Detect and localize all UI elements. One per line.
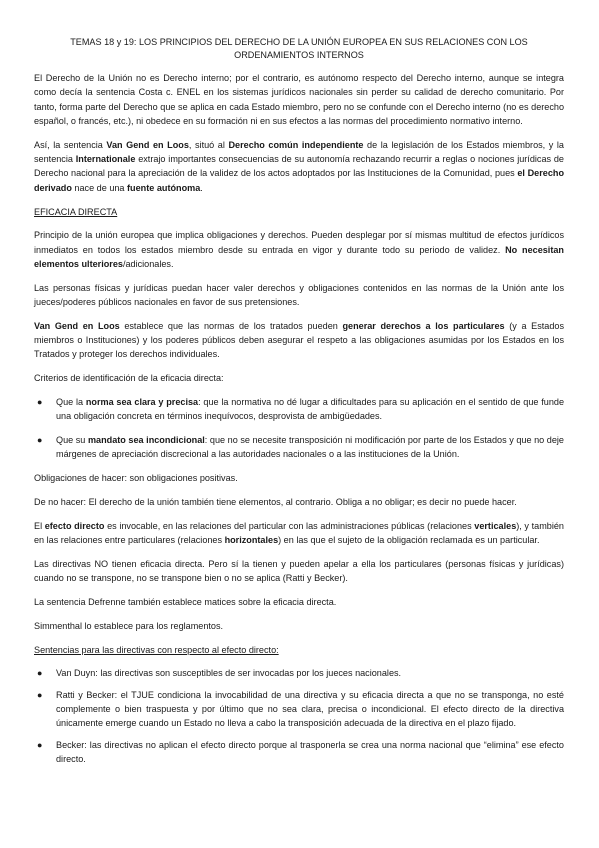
list-item xyxy=(34,433,564,462)
direct-effect-paragraph xyxy=(34,519,564,548)
directives-paragraph: Las directivas NO tienen eficacia directa. Pero sí la tienen y pueden apelar a ella los particulares (personas físicas y jurídicas) cuando no se transpone, no se transpone bien o no se aplica (Ratti y Becker). xyxy=(34,558,564,584)
list-item xyxy=(34,395,564,424)
list-item-text: Van Duyn: las directivas son susceptibles de ser invocadas por los jueces nacionales. xyxy=(56,668,402,679)
list-item-text: Becker: las directivas no aplican el efecto directo porque al trasponerla se crea una norma nacional que “elimina” ese efecto directo. xyxy=(56,739,564,764)
list-item xyxy=(34,738,564,767)
van-gend-rights-paragraph xyxy=(34,319,564,362)
bold-run: norma sea clara y precisa xyxy=(85,397,199,408)
van-gend-paragraph xyxy=(34,138,564,195)
list-item xyxy=(34,688,564,731)
bullet-icon: ● xyxy=(37,739,43,750)
text-run: Que la xyxy=(56,397,86,408)
text-run: Que su xyxy=(56,435,88,446)
text-run: : que no se necesite transposición ni modificación por parte de los Estados y que no deje márgenes de apreciación discrecional a las autoridades nacionales o a las instituciones de la Unión. xyxy=(56,435,564,460)
bold-run: Internationale xyxy=(75,154,136,165)
bold-run: el Derecho derivado xyxy=(34,168,564,193)
defrenne-paragraph: La sentencia Defrenne también establece matices sobre la eficacia directa. xyxy=(34,597,337,607)
bullet-icon: ● xyxy=(37,668,43,679)
text-run: nace de una xyxy=(71,182,128,193)
bold-run: Van Gend en Loos xyxy=(106,139,189,150)
text-run: El xyxy=(34,520,45,531)
text-run: . xyxy=(200,182,203,193)
text-run: : que la normativa no dé lugar a dificultades para su aplicación en el sentido de que funde una obligación concreta en términos inequívocos, desprovista de ambigüedades. xyxy=(56,397,565,422)
text-run: de la legislación de los Estados miembros, y la sentencia xyxy=(34,139,564,165)
section-heading-eficacia: EFICACIA DIRECTA xyxy=(34,206,118,217)
obligations-not-do-paragraph: De no hacer: El derecho de la unión también tiene elementos, al contrario. Obliga a no obligar; es decir no puede hacer. xyxy=(34,497,517,508)
bold-run: mandato sea incondicional xyxy=(87,435,205,446)
bullet-icon: ● xyxy=(37,689,43,700)
principle-paragraph xyxy=(34,228,564,271)
simmenthal-paragraph: Simmenthal lo establece para los reglamentos. xyxy=(34,620,224,631)
text-run: ) en las que el sujeto de la obligación reclamada es un particular. xyxy=(278,535,540,546)
intro-paragraph: El Derecho de la Unión no es Derecho interno; por el contrario, es autónomo respecto del Derecho interno, aunque se integra como decía la sentencia Costa c. ENEL en los sistemas jurídicos nacionales sin perder su calidad de derecho comunitario. Por tanto, forma parte del Derecho que se aplica en cada Estado miembro, pero no se confunde con el Derecho interno (no es derecho español, o francés, etc.), ni obedece en su formación ni en sus efectos a las normas del procedimiento normativo interno. xyxy=(34,73,564,127)
text-run: Así, la sentencia xyxy=(34,139,107,150)
bullet-icon: ● xyxy=(37,435,43,446)
bold-run: generar derechos a los particulares xyxy=(342,320,505,331)
sentencias-list xyxy=(34,666,564,766)
text-run: es invocable, en las relaciones del particular con las administraciones públicas (relaciones xyxy=(104,520,475,531)
text-run: (y a Estados miembros o Instituciones) y los poderes públicos deben asegurar el respeto a las obligaciones asumidas por los Estados en los Tratados y proteger los derechos individuales. xyxy=(34,320,565,360)
text-run: extrajo importantes consecuencias de su autonomía rechazando recurrir a reglas o nociones jurídicas de Derecho nacional para la apreciación de la validez de los actos adoptados por las Instituciones de la Comunidad, pues xyxy=(34,154,564,179)
bold-run: horizontales xyxy=(224,535,279,546)
bold-run: verticales xyxy=(474,520,517,531)
text-run: Principio de la unión europea que implica obligaciones y derechos. Pueden desplegar por sí mismas multitud de efectos jurídicos inmediatos en todos los estados miembro desde su entrada en vigor y durante todo su periodo de validez. xyxy=(34,230,564,255)
text-run: ), y también en las relaciones entre particulares (relaciones xyxy=(34,520,564,546)
bold-run: Van Gend en Loos xyxy=(34,320,120,331)
criteria-list xyxy=(34,395,564,462)
list-item-text: Ratti y Becker: el TJUE condiciona la invocabilidad de una directiva y su eficacia directa a que no se transponga, no esté complemente o bien traspuesta y por último que no sea clara, precisa o incondicional. El efecto directo de la directiva únicamente emerge cuando un Estado no lleva a cabo la transposición adecuada de la directiva en el plazo fijado. xyxy=(56,689,564,729)
text-run: /adicionales. xyxy=(122,258,174,269)
title-line-2: ORDENAMIENTOS INTERNOS xyxy=(234,49,364,60)
text-run: , situó al xyxy=(188,139,229,150)
text-run: establece que las normas de los tratados pueden xyxy=(119,320,343,331)
bold-run: Derecho común independiente xyxy=(228,139,364,150)
title-line-1: TEMAS 18 y 19: LOS PRINCIPIOS DEL DERECHO DE LA UNIÓN EUROPEA EN SUS RELACIONES CON LOS xyxy=(70,37,528,47)
bold-run: efecto directo xyxy=(44,520,105,531)
persons-paragraph: Las personas físicas y jurídicas puedan hacer valer derechos y obligaciones contenidos en las normas de la Unión ante los jueces/poderes públicos nacionales en favor de sus pretensiones. xyxy=(34,282,564,308)
bold-run: No necesitan elementos ulteriores xyxy=(34,244,564,269)
list-item xyxy=(34,666,564,680)
bullet-icon: ● xyxy=(37,397,43,408)
bold-run: fuente autónoma xyxy=(127,182,201,193)
criteria-intro: Criterios de identificación de la eficacia directa: xyxy=(34,373,224,384)
section-heading-sentencias: Sentencias para las directivas con respecto al efecto directo: xyxy=(34,644,279,655)
document-title xyxy=(34,36,564,61)
obligations-do-paragraph: Obligaciones de hacer: son obligaciones positivas. xyxy=(34,473,238,484)
